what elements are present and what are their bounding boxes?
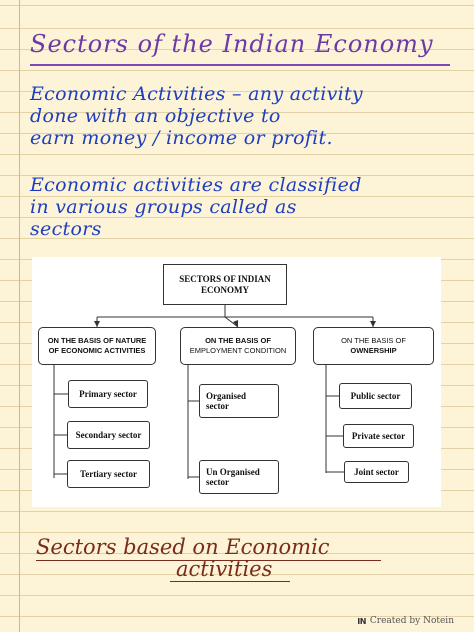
- classification-line: Economic activities are classified: [30, 174, 362, 196]
- column-heading: ON THE BASIS OF: [341, 336, 406, 345]
- watermark-label: Created by Notein: [369, 616, 454, 626]
- leaf-label: sector: [206, 401, 229, 411]
- column-heading: ON THE BASIS OF NATURE: [47, 336, 147, 345]
- notein-logo-icon: IN: [357, 616, 366, 626]
- definition-line: done with an objective to: [30, 105, 281, 127]
- footer-underline: [170, 581, 290, 582]
- secondary-sector-box: Secondary sector: [67, 421, 150, 449]
- definition-paragraph: [30, 83, 363, 149]
- title-underline: [30, 64, 450, 66]
- classification-line: in various groups called as: [30, 196, 297, 218]
- column-heading: OF ECONOMIC ACTIVITIES: [48, 346, 146, 355]
- nature-basis-box: [38, 327, 156, 365]
- classification-line: sectors: [30, 218, 102, 240]
- margin-line: [19, 0, 20, 632]
- root-label: ECONOMY: [201, 284, 249, 295]
- employment-basis-box: [180, 327, 296, 365]
- column-heading: OWNERSHIP: [350, 346, 397, 355]
- private-sector-box: Private sector: [343, 424, 414, 448]
- unorganised-sector-box: [199, 460, 279, 494]
- leaf-label: Organised: [206, 391, 247, 401]
- diagram-root-box: [163, 264, 287, 305]
- tertiary-sector-box: Tertiary sector: [67, 460, 150, 488]
- sectors-diagram: [32, 257, 441, 507]
- joint-sector-box: Joint sector: [344, 461, 409, 483]
- public-sector-box: Public sector: [339, 383, 412, 409]
- organised-sector-box: [199, 384, 279, 418]
- leaf-label: sector: [206, 477, 229, 487]
- definition-line: Economic Activities – any activity: [30, 83, 363, 105]
- footer-heading-line: Sectors based on Economic: [36, 535, 330, 559]
- ownership-basis-box: [313, 327, 434, 365]
- column-heading: EMPLOYMENT CONDITION: [189, 346, 287, 355]
- column-heading: ON THE BASIS OF: [205, 336, 271, 345]
- leaf-label: Un Organised: [206, 467, 260, 477]
- classification-paragraph: [30, 174, 362, 240]
- app-watermark: [357, 616, 454, 626]
- definition-line: earn money / income or profit.: [30, 127, 333, 149]
- root-label: SECTORS OF INDIAN: [179, 273, 271, 284]
- primary-sector-box: Primary sector: [68, 380, 148, 408]
- note-title: Sectors of the Indian Economy: [30, 30, 434, 58]
- footer-heading-line: activities: [176, 557, 273, 581]
